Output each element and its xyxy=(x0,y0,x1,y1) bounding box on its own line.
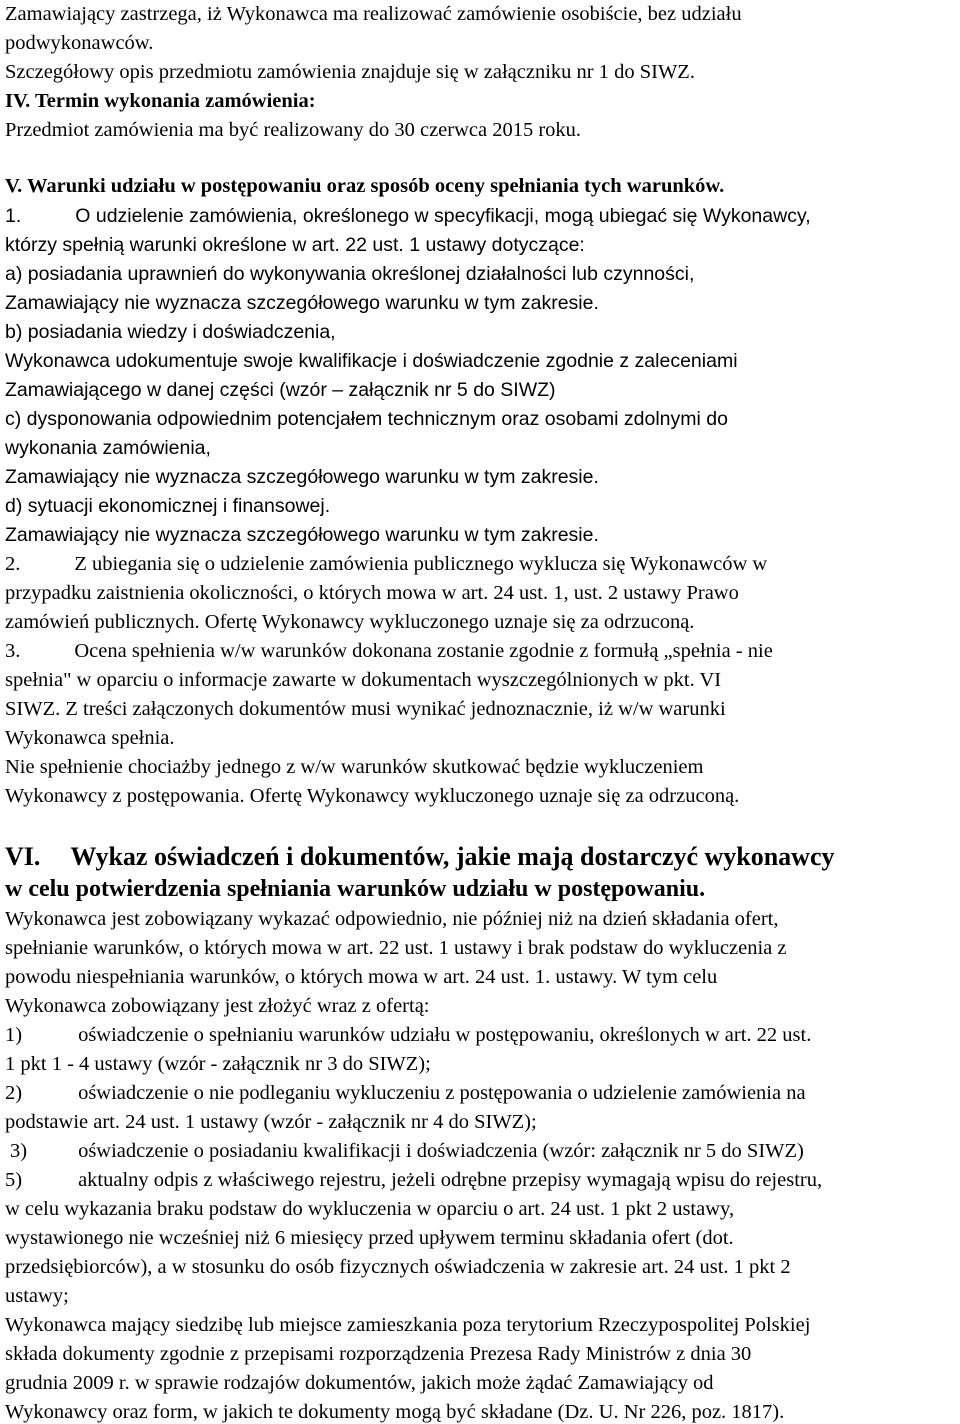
list-item xyxy=(5,1168,822,1192)
numbered-paragraph xyxy=(5,552,767,576)
numbered-paragraph xyxy=(5,639,773,663)
item-text: oświadczenie o nie podleganiu wykluczeniu z postępowania o udzielenie zamówienia na xyxy=(78,1082,806,1104)
text-line: Wykonawca jest zobowiązany wykazać odpowiednio, nie później niż na dzień składania ofert, xyxy=(5,908,779,930)
text-line: Nie spełnienie chociażby jednego z w/w warunków skutkować będzie wykluczeniem xyxy=(5,756,704,778)
text-line: ustawy; xyxy=(5,1285,69,1307)
item-number: 1. xyxy=(5,205,22,227)
item-number: 1) xyxy=(5,1024,23,1046)
text-line: Zamawiającego w danej części (wzór – załącznik nr 5 do SIWZ) xyxy=(5,379,556,401)
text-line: Wykonawca zobowiązany jest złożyć wraz z ofertą: xyxy=(5,995,430,1017)
text-line: spełnianie warunków, o których mowa w art. 22 ust. 1 ustawy i brak podstaw do wykluczenia z xyxy=(5,937,787,959)
list-item xyxy=(5,1023,811,1047)
list-item xyxy=(5,1139,804,1163)
item-text: Z ubiegania się o udzielenie zamówienia publicznego wyklucza się Wykonawców w xyxy=(74,553,768,575)
text-line: Wykonawcy z postępowania. Ofertę Wykonawcy wykluczonego uznaje się za odrzuconą. xyxy=(5,785,740,807)
text-line: 1 pkt 1 - 4 ustawy (wzór - załącznik nr 3 do SIWZ); xyxy=(5,1053,431,1075)
section-heading-v: V. Warunki udziału w postępowaniu oraz sposób oceny spełniania tych warunków. xyxy=(5,175,725,197)
text-line: w celu wykazania braku podstaw do wykluczenia w oparciu o art. 24 ust. 1 pkt 2 ustawy, xyxy=(5,1198,735,1220)
text-line: Wykonawca spełnia. xyxy=(5,727,175,749)
item-number: 2. xyxy=(5,553,21,575)
text-line: powodu niespełniania warunków, o których mowa w art. 24 ust. 1. ustawy. W tym celu xyxy=(5,966,718,988)
text-line: Zamawiający nie wyznacza szczegółowego warunku w tym zakresie. xyxy=(5,524,599,546)
text-line: wystawionego nie wcześniej niż 6 miesięcy przed upływem terminu składania ofert (dot. xyxy=(5,1227,734,1249)
text-line: składa dokumenty zgodnie z przepisami rozporządzenia Prezesa Rady Ministrów z dnia 30 xyxy=(5,1343,752,1365)
text-line: a) posiadania uprawnień do wykonywania określonej działalności lub czynności, xyxy=(5,263,695,285)
text-line: Zamawiający nie wyznacza szczegółowego warunku w tym zakresie. xyxy=(5,292,599,314)
text-line: Szczegółowy opis przedmiotu zamówienia znajduje się w załączniku nr 1 do SIWZ. xyxy=(5,61,695,83)
text-line: zamówień publicznych. Ofertę Wykonawcy wykluczonego uznaje się za odrzuconą. xyxy=(5,611,695,633)
item-number: 5) xyxy=(5,1169,23,1191)
text-line: Wykonawca udokumentuje swoje kwalifikacje i doświadczenie zgodnie z zaleceniami xyxy=(5,350,738,372)
text-line: Zamawiający zastrzega, iż Wykonawca ma realizować zamówienie osobiście, bez udziału xyxy=(5,3,742,25)
text-line: Wykonawca mający siedzibę lub miejsce zamieszkania poza terytorium Rzeczypospolitej Polskiej xyxy=(5,1314,811,1336)
section-heading-iv: IV. Termin wykonania zamówienia: xyxy=(5,90,316,112)
text-line: przypadku zaistnienia okoliczności, o których mowa w art. 24 ust. 1, ust. 2 ustawy Prawo xyxy=(5,582,739,604)
section-number: VI. xyxy=(5,842,41,871)
text-line: podwykonawców. xyxy=(5,32,154,54)
text-line: SIWZ. Z treści załączonych dokumentów musi wynikać jednoznacznie, iż w/w warunki xyxy=(5,698,726,720)
text-line: przedsiębiorców), a w stosunku do osób fizycznych oświadczenia w zakresie art. 24 ust. 1 pkt 2 xyxy=(5,1256,791,1278)
item-text: oświadczenie o posiadaniu kwalifikacji i doświadczenia (wzór: załącznik nr 5 do SIWZ) xyxy=(78,1140,804,1162)
section-heading-vi xyxy=(5,842,835,872)
section-heading-vi-cont: w celu potwierdzenia spełniania warunków udziału w postępowaniu. xyxy=(5,876,706,902)
item-number: 3) xyxy=(10,1140,28,1162)
text-line: grudnia 2009 r. w sprawie rodzajów dokumentów, jakich może żądać Zamawiający od xyxy=(5,1372,714,1394)
section-title: Wykaz oświadczeń i dokumentów, jakie mają dostarczyć wykonawcy xyxy=(70,842,835,871)
text-line: wykonania zamówienia, xyxy=(5,437,211,459)
text-line: którzy spełnią warunki określone w art. 22 ust. 1 ustawy dotyczące: xyxy=(5,234,585,256)
text-line: Zamawiający nie wyznacza szczegółowego warunku w tym zakresie. xyxy=(5,466,599,488)
item-number: 3. xyxy=(5,640,21,662)
text-line: c) dysponowania odpowiednim potencjałem technicznym oraz osobami zdolnymi do xyxy=(5,408,728,430)
text-line: d) sytuacji ekonomicznej i finansowej. xyxy=(5,495,331,517)
item-text: Ocena spełnienia w/w warunków dokonana zostanie zgodnie z formułą „spełnia - nie xyxy=(74,640,773,662)
item-text: oświadczenie o spełnianiu warunków udziału w postępowaniu, określonych w art. 22 ust. xyxy=(78,1024,812,1046)
text-line: podstawie art. 24 ust. 1 ustawy (wzór - załącznik nr 4 do SIWZ); xyxy=(5,1111,537,1133)
numbered-paragraph xyxy=(5,204,811,228)
text-line: Przedmiot zamówienia ma być realizowany do 30 czerwca 2015 roku. xyxy=(5,119,582,141)
item-text: O udzielenie zamówienia, określonego w specyfikacji, mogą ubiegać się Wykonawcy, xyxy=(75,205,811,227)
text-line: b) posiadania wiedzy i doświadczenia, xyxy=(5,321,336,343)
text-line: Wykonawcy oraz form, w jakich te dokumenty mogą być składane (Dz. U. Nr 226, poz. 1817). xyxy=(5,1401,785,1423)
list-item xyxy=(5,1081,806,1105)
item-text: aktualny odpis z właściwego rejestru, jeżeli odrębne przepisy wymagają wpisu do rejestru, xyxy=(78,1169,823,1191)
item-number: 2) xyxy=(5,1082,23,1104)
text-line: spełnia" w oparciu o informacje zawarte w dokumentach wyszczególnionych w pkt. VI xyxy=(5,669,722,691)
